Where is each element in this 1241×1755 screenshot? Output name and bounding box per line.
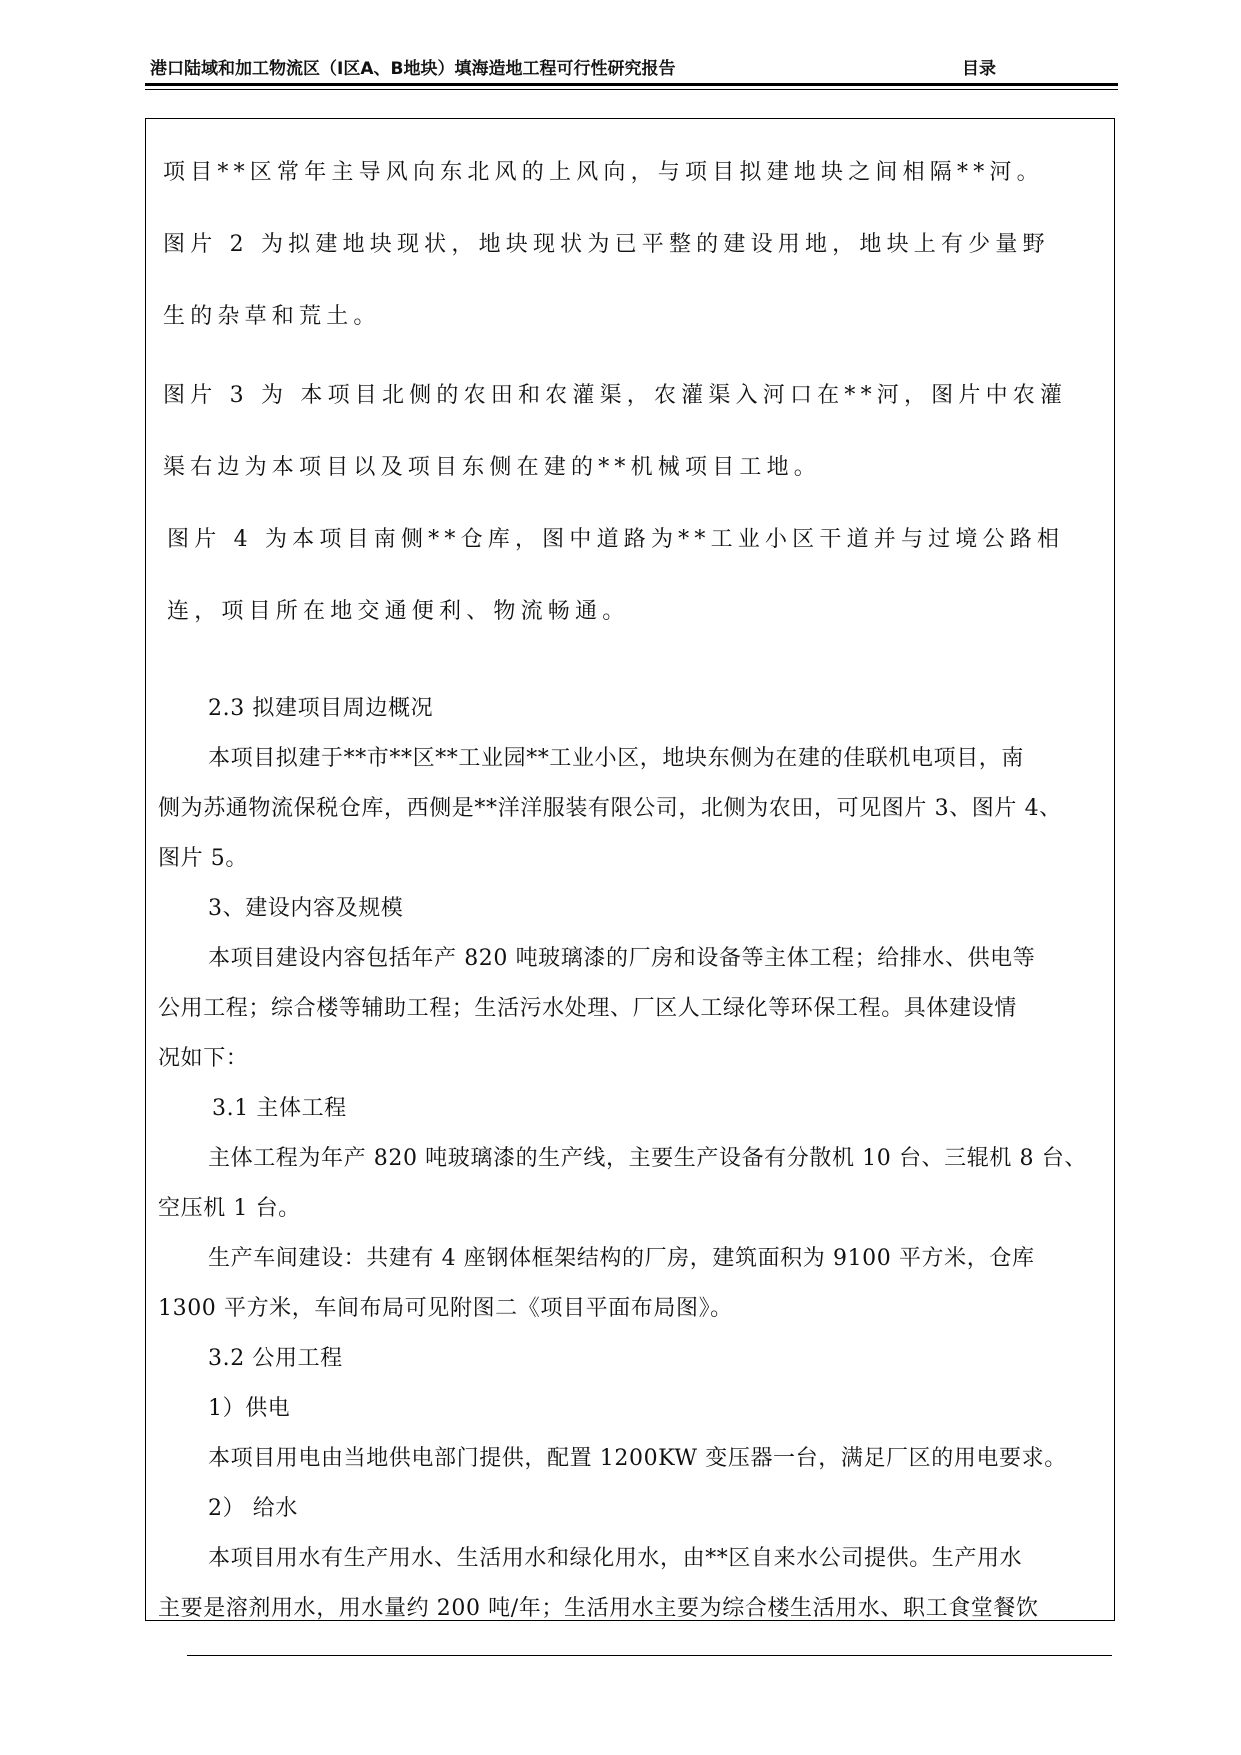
paragraph-line: 主要是溶剂用水，用水量约 200 吨/年；生活用水主要为综合楼生活用水、职工食堂餐饮	[158, 1596, 1039, 1621]
section-heading: 3.1 主体工程	[212, 1096, 347, 1121]
section-heading: 2.3 拟建项目周边概况	[208, 696, 434, 721]
photo-note-line: 图片 2 为拟建地块现状，地块现状为已平整的建设用地，地块上有少量野	[163, 232, 1050, 257]
document-title: 港口陆域和加工物流区（Ⅰ区A、B地块）填海造地工程可行性研究报告	[150, 59, 676, 79]
subsection-heading: 1）供电	[208, 1396, 291, 1421]
section-heading: 3.2 公用工程	[208, 1346, 343, 1371]
paragraph-line: 况如下：	[158, 1046, 249, 1071]
paragraph-line: 公用工程；综合楼等辅助工程；生活污水处理、厂区人工绿化等环保工程。具体建设情	[158, 996, 1017, 1021]
paragraph-line: 图片 5。	[158, 846, 248, 871]
page-header	[150, 56, 1118, 82]
header-rule	[145, 83, 1118, 86]
paragraph-line: 1300 平方米，车间布局可见附图二《项目平面布局图》。	[158, 1296, 733, 1321]
photo-note-line: 项目**区常年主导风向东北风的上风向，与项目拟建地块之间相隔**河。	[163, 160, 1044, 185]
photo-note-line: 渠右边为本项目以及项目东侧在建的**机械项目工地。	[163, 455, 822, 480]
paragraph-line: 本项目用电由当地供电部门提供，配置 1200KW 变压器一台，满足厂区的用电要求。	[208, 1446, 1067, 1471]
section-heading: 3、建设内容及规模	[208, 896, 404, 921]
paragraph-line: 空压机 1 台。	[158, 1196, 301, 1221]
paragraph-line: 主体工程为年产 820 吨玻璃漆的生产线，主要生产设备有分散机 10 台、三辊机 8 台、	[208, 1146, 1087, 1171]
photo-note-line: 生的杂草和荒土。	[163, 304, 381, 329]
photo-note-line: 图片 4 为本项目南侧**仓库，图中道路为**工业小区干道并与过境公路相	[167, 527, 1065, 552]
paragraph-line: 生产车间建设：共建有 4 座钢体框架结构的厂房，建筑面积为 9100 平方米，仓库	[208, 1246, 1035, 1271]
paragraph-line: 本项目用水有生产用水、生活用水和绿化用水，由**区自来水公司提供。生产用水	[208, 1546, 1023, 1571]
footer-rule	[187, 1655, 1112, 1656]
paragraph-line: 本项目拟建于**市**区**工业园**工业小区，地块东侧为在建的佳联机电项目，南	[208, 746, 1025, 771]
paragraph-line: 侧为苏通物流保税仓库，西侧是**洋洋服装有限公司，北侧为农田，可见图片 3、图片 4、	[158, 796, 1062, 821]
subsection-heading: 2） 给水	[208, 1496, 298, 1521]
photo-note-line: 图片 3 为 本项目北侧的农田和农灌渠，农灌渠入河口在**河，图片中农灌	[163, 383, 1068, 408]
header-rule-thin	[145, 89, 1118, 90]
section-label: 目录	[962, 59, 996, 79]
photo-note-line: 连，项目所在地交通便利、物流畅通。	[167, 599, 630, 624]
content-frame	[145, 118, 1115, 1621]
paragraph-line: 本项目建设内容包括年产 820 吨玻璃漆的厂房和设备等主体工程；给排水、供电等	[208, 946, 1036, 971]
